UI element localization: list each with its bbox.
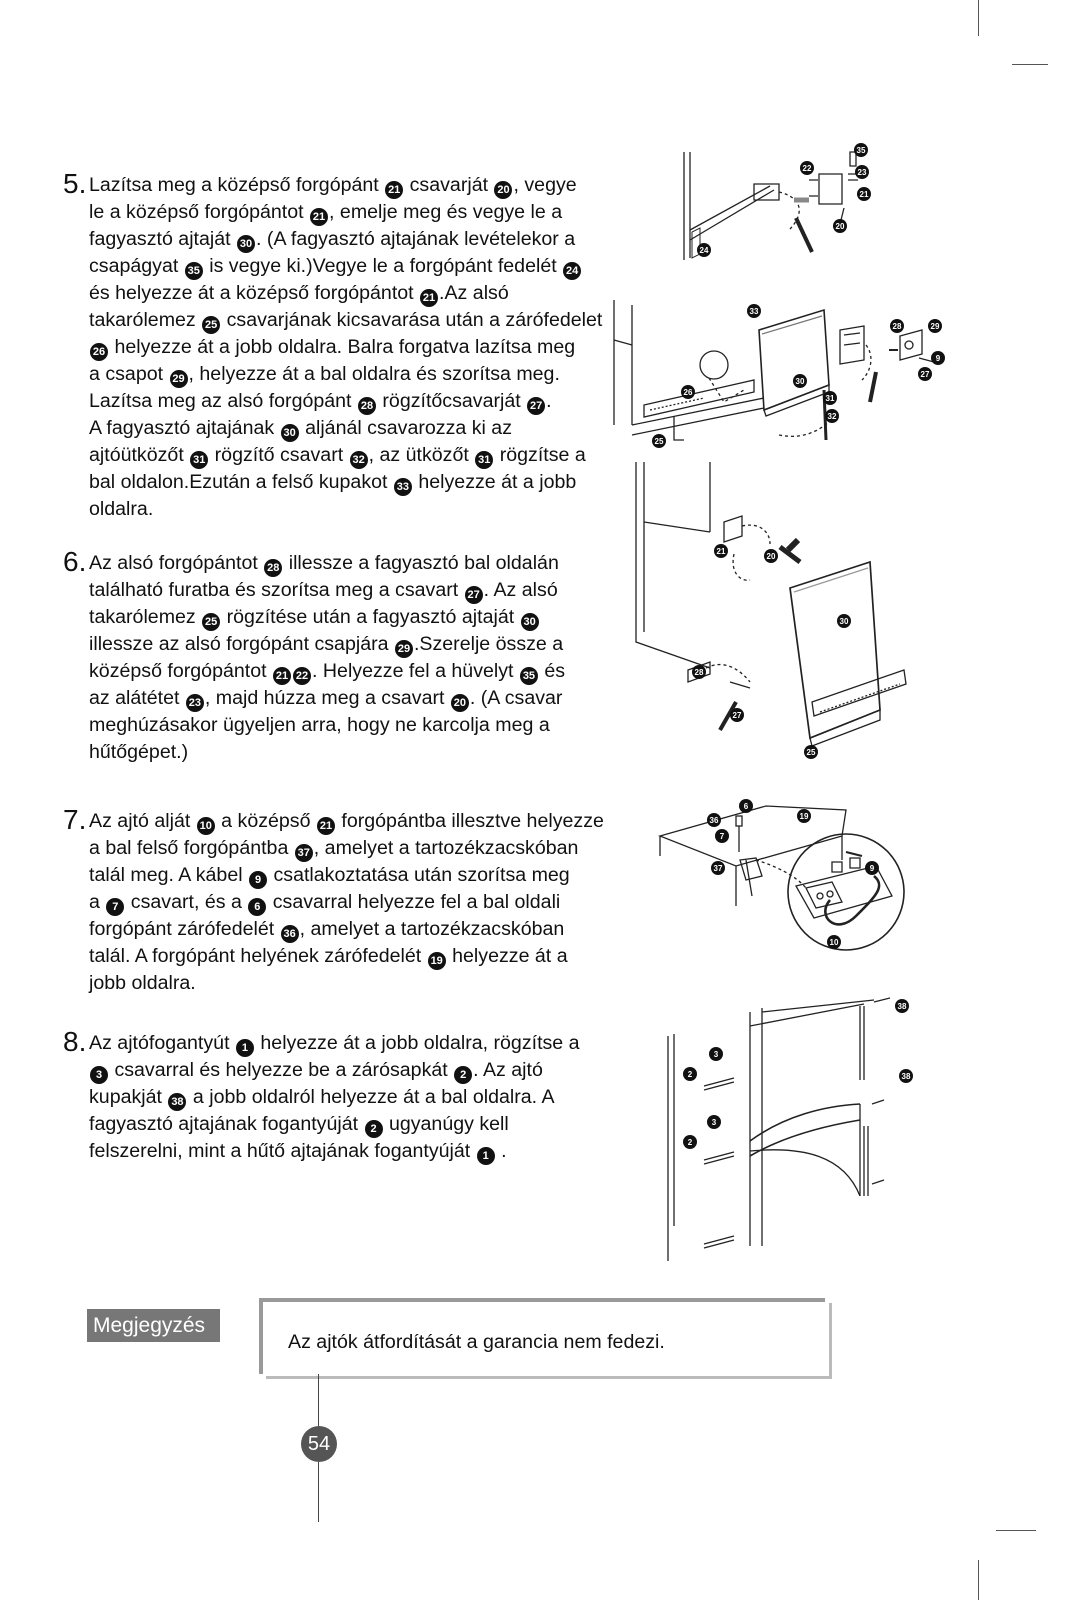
text-line: fagyasztó ajtajának fogantyúját 2 ugyanúgy kell [89,1111,648,1138]
callout-number: 28 [264,559,282,577]
callout-number: 1 [236,1039,254,1057]
step-7 [63,804,648,997]
callout-number: 2 [454,1066,472,1084]
text-line: Az ajtófogantyút 1 helyezze át a jobb oldalra, rögzítse a [89,1030,648,1057]
callout-label: 35 [856,146,866,155]
callout-label: 21 [716,547,726,556]
page-number-line-top [318,1374,319,1426]
callout-label: 2 [687,1070,693,1079]
callout-number: 31 [475,451,493,469]
text-line: található furatba és szorítsa meg a csavart 27 . Az alsó [89,577,648,604]
callout-number: 35 [520,667,538,685]
callout-badges [683,999,913,1149]
text-line: az alátétet 23 , majd húzza meg a csavart 20 . (A csavar [89,685,648,712]
text-line: a 7 csavart, és a 6 csavarral helyezze fel a bal oldali [89,889,648,916]
callout-number: 21 [420,289,438,307]
door-hinge-cable-diagram [656,796,906,986]
note-label: Megjegyzés [87,1309,220,1342]
callout-label: 23 [857,168,867,177]
callout-label: 21 [859,190,869,199]
callout-number: 22 [293,667,311,685]
callout-label: 38 [897,1002,907,1011]
callout-label: 2 [687,1138,693,1147]
text-line: takarólemez 25 rögzítése után a fagyasztó ajtaját 30 [89,604,648,631]
text-line: oldalra. [89,498,154,520]
callout-label: 3 [711,1118,717,1127]
callout-number: 2 [365,1120,383,1138]
text-line: talál. A forgópánt helyének zárófedelét 19 helyezze át a [89,943,648,970]
callout-number: 7 [106,898,124,916]
callout-label: 22 [802,164,812,173]
text-line: jobb oldalra. [89,972,196,994]
text-line: forgópánt zárófedelét 36 , amelyet a tartozékzacskóban [89,916,648,943]
step-text [89,172,648,523]
callout-label: 27 [920,370,930,379]
text-line: bal oldalon.Ezután a felső kupakot 33 helyezze át a jobb [89,469,648,496]
text-line: Lazítsa meg a középső forgópánt 21 csavarját 20 , vegye [89,172,648,199]
callout-label: 25 [654,437,664,446]
callout-number: 25 [202,316,220,334]
callout-label: 7 [719,832,725,841]
callout-label: 20 [766,552,776,561]
callout-number: 10 [197,817,215,835]
callout-label: 26 [683,388,693,397]
callout-label: 25 [806,748,816,757]
step-5 [63,168,648,523]
step-number: 6. [63,546,87,577]
callout-badges [707,799,879,949]
crop-mark-bottom-right [996,1530,1036,1531]
callout-number: 26 [90,343,108,361]
callout-number: 1 [477,1147,495,1165]
callout-label: 30 [839,617,849,626]
callout-label: 32 [827,412,837,421]
text-line: A fagyasztó ajtajának 30 aljánál csavarozza ki az [89,415,648,442]
callout-number: 19 [428,952,446,970]
callout-label: 9 [935,354,941,363]
callout-number: 33 [394,478,412,496]
callout-label: 10 [829,938,839,947]
text-line: csapágyat 35 is vegye ki.)Vegye le a forgópánt fedelét 24 [89,253,648,280]
callout-label: 20 [835,222,845,231]
step-text [89,550,648,765]
illustration-step-6 [630,462,930,762]
callout-number: 32 [350,451,368,469]
callout-number: 30 [237,235,255,253]
text-line: fagyasztó ajtaját 30 . (A fagyasztó ajtajának levételekor a [89,226,648,253]
callout-label: 33 [749,307,759,316]
callout-number: 31 [190,451,208,469]
text-line: ajtóütközőt 31 rögzítő csavart 32 , az ütközőt 31 rögzítse a [89,442,648,469]
text-line: középső forgópántot 21 22 . Helyezze fel a hüvelyt 35 és [89,658,648,685]
text-line: le a középső forgópántot 21 , emelje meg és vegye le a [89,199,648,226]
text-line: a csapot 29 , helyezze át a bal oldalra és szorítsa meg. [89,361,648,388]
callout-number: 21 [385,181,403,199]
callout-number: 37 [295,844,313,862]
callout-label: 37 [713,864,723,873]
callout-label: 29 [930,322,940,331]
crop-mark-bottom [978,1560,979,1600]
callout-number: 35 [185,262,203,280]
callout-number: 21 [317,817,335,835]
callout-number: 20 [494,181,512,199]
callout-number: 29 [170,370,188,388]
callout-label: 3 [713,1050,719,1059]
callout-number: 27 [465,586,483,604]
door-handle-diagram [664,996,924,1266]
illustration-step-7 [656,796,906,986]
text-line: hűtőgépet.) [89,740,189,763]
callout-label: 28 [892,322,902,331]
note-text: Az ajtók átfordítását a garancia nem fedezi. [288,1331,665,1353]
callout-number: 30 [281,424,299,442]
callout-number: 21 [310,208,328,226]
callout-label: 36 [709,816,719,825]
callout-number: 25 [202,613,220,631]
callout-label: 38 [901,1072,911,1081]
callout-number: 9 [249,871,267,889]
callout-label: 19 [799,812,809,821]
callout-label: 30 [795,377,805,386]
hinge-removal-diagram [604,140,984,470]
text-line: talál meg. A kábel 9 csatlakoztatása után szorítsa meg [89,862,648,889]
page-number-line-bottom [318,1462,319,1522]
step-number: 7. [63,804,87,835]
text-line: takarólemez 25 csavarjának kicsavarása után a zárófedelet [89,307,648,334]
step-number: 5. [63,168,87,199]
step-8 [63,1026,648,1165]
callout-badges [652,143,945,448]
callout-number: 23 [186,694,204,712]
text-line: illessze az alsó forgópánt csapjára 29 .Szerelje össze a [89,631,648,658]
step-6 [63,546,648,765]
crop-mark-top-right [1012,64,1048,65]
page-number: 54 [301,1426,337,1462]
text-line: a bal felső forgópántba 37 , amelyet a tartozékzacskóban [89,835,648,862]
callout-number: 28 [358,397,376,415]
illustration-step-8 [664,996,924,1266]
callout-number: 20 [451,694,469,712]
callout-label: 27 [732,711,742,720]
callout-label: 31 [825,394,835,403]
callout-label: 28 [694,668,704,677]
callout-label: 24 [699,246,709,255]
text-line: Az ajtó alját 10 a középső 21 forgópántba illesztve helyezze [89,808,648,835]
text-line: kupakját 38 a jobb oldalról helyezze át a bal oldalra. A [89,1084,648,1111]
text-line: 3 csavarral és helyezze be a zárósapkát 2 . Az ajtó [89,1057,648,1084]
callout-number: 27 [527,397,545,415]
text-line: Lazítsa meg az alsó forgópánt 28 rögzítőcsavarját 27 . [89,388,648,415]
step-text [89,1030,648,1165]
callout-number: 21 [273,667,291,685]
text-line: 26 helyezze át a jobb oldalra. Balra forgatva lazítsa meg [89,334,648,361]
step-number: 8. [63,1026,87,1057]
callout-number: 3 [90,1066,108,1084]
hinge-install-diagram [630,462,930,762]
callout-number: 30 [521,613,539,631]
callout-number: 36 [281,925,299,943]
callout-number: 6 [248,898,266,916]
callout-number: 24 [563,262,581,280]
text-line: meghúzásakor ügyeljen arra, hogy ne karcolja meg a [89,714,550,736]
callout-number: 38 [168,1093,186,1111]
callout-label: 6 [743,802,749,811]
text-line: Az alsó forgópántot 28 illessze a fagyasztó bal oldalán [89,550,648,577]
callout-number: 29 [395,640,413,658]
illustration-step-5 [604,140,984,470]
crop-mark-top [978,0,979,36]
callout-label: 9 [869,864,875,873]
step-text [89,808,648,997]
text-line: és helyezze át a középső forgópántot 21 .Az alsó [89,280,648,307]
text-line: felszerelni, mint a hűtő ajtajának fogantyúját 1 . [89,1138,648,1165]
